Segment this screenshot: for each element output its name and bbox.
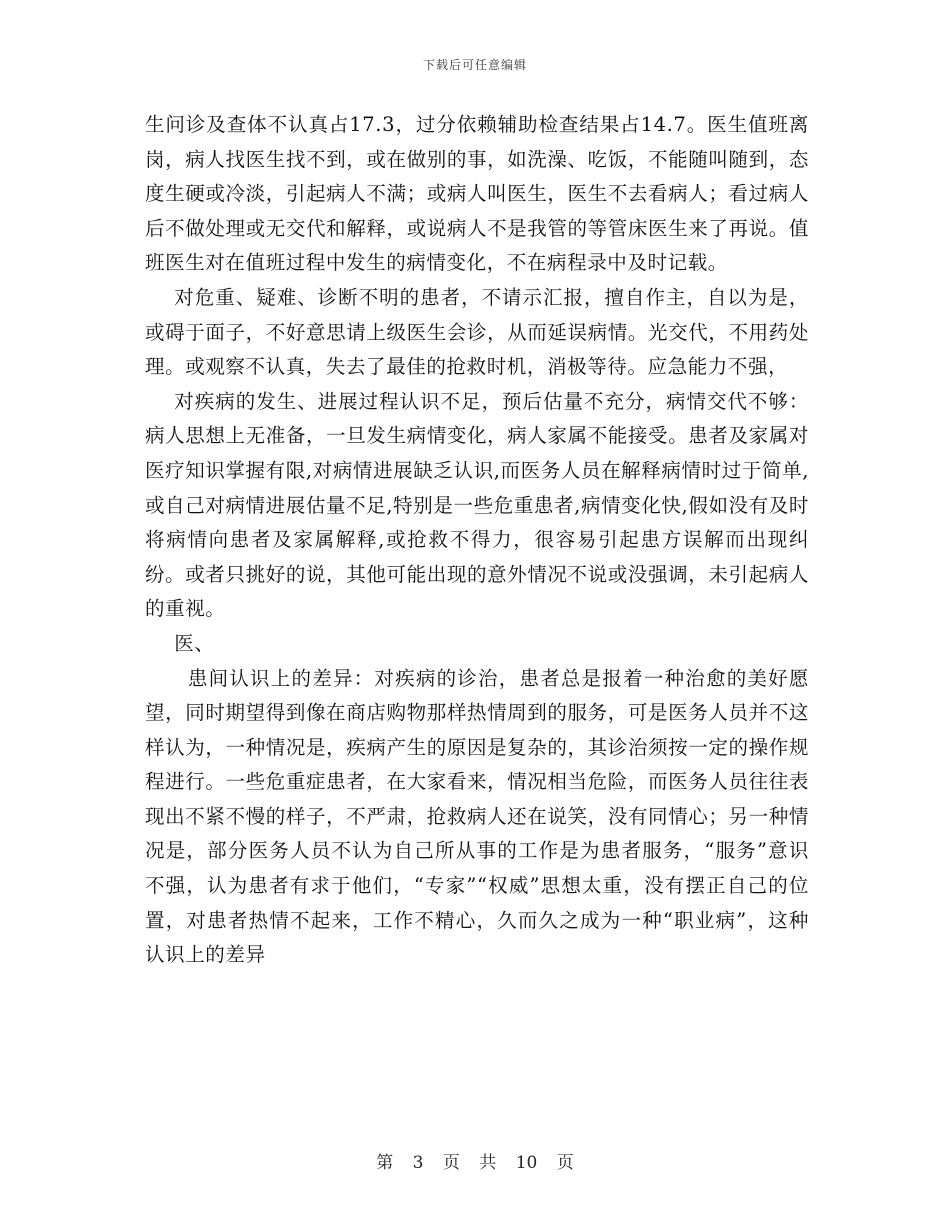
paragraph-5: 患间认识上的差异：对疾病的诊治，患者总是报着一种治愈的美好愿望，同时期望得到像在商店购物那样热情周到的服务，可是医务人员并不这样认为，一种情况是，疾病产生的原因是复杂的，其诊治须按一定的操作规程进行。一些危重症患者，在大家看来，情况相当危险，而医务人员往往表现出不紧不慢的样子，不严肃，抢救病人还在说笑，没有同情心；另一种情况是，部分医务人员不认为自己所从事的工作是为患者服务，“服务”意识不强，认为患者有求于他们，“专家”“权威”思想太重，没有摆正自己的位置，对患者热情不起来，工作不精心，久而久之成为一种“职业病”，这种认识上的差异 — [145, 666, 809, 967]
footer-total-label: 共 — [479, 1153, 497, 1173]
paragraph-1: 生问诊及查体不认真占17.3，过分依赖辅助检查结果占14.7。医生值班离岗，病人找医生找不到，或在做别的事，如洗澡、吃饭，不能随叫随到，态度生硬或冷淡，引起病人不满；或病人叫医生，医生不去看病人；看过病人后不做处理或无交代和解释，或说病人不是我管的等管床医生来了再说。值班医生对在值班过程中发生的病情变化，不在病程录中及时记载。 — [145, 113, 809, 275]
page-footer — [0, 1148, 950, 1173]
footer-current-page: 3 — [412, 1153, 424, 1173]
page-header-note: 下载后可任意编辑 — [422, 58, 527, 72]
paragraph-3: 对疾病的发生、进展过程认识不足，预后估量不充分，病情交代不够：病人思想上无准备，一旦发生病情变化，病人家属不能接受。患者及家属对医疗知识掌握有限,对病情进展缺乏认识,而医务人员在解释病情时过于简单,或自己对病情进展估量不足,特别是一些危重患者,病情变化快,假如没有及时将病情向患者及家属解释,或抢救不得力，很容易引起患方误解而出现纠纷。或者只挑好的说，其他可能出现的意外情况不说或没强调，未引起病人的重视。 — [145, 389, 809, 621]
footer-total-pages: 10 — [515, 1153, 538, 1173]
footer-suffix: 页 — [556, 1153, 574, 1173]
paragraph-2: 对危重、疑难、诊断不明的患者，不请示汇报，擅自作主，自以为是，或碍于面子，不好意思请上级医生会诊，从而延误病情。光交代，不用药处理。或观察不认真，失去了最佳的抢救时机，消极等待。应急能力不强， — [145, 285, 809, 379]
document-body — [145, 108, 809, 973]
footer-prefix: 第 — [376, 1153, 394, 1173]
paragraph-4: 医、 — [174, 631, 215, 655]
footer-mid: 页 — [442, 1153, 460, 1173]
